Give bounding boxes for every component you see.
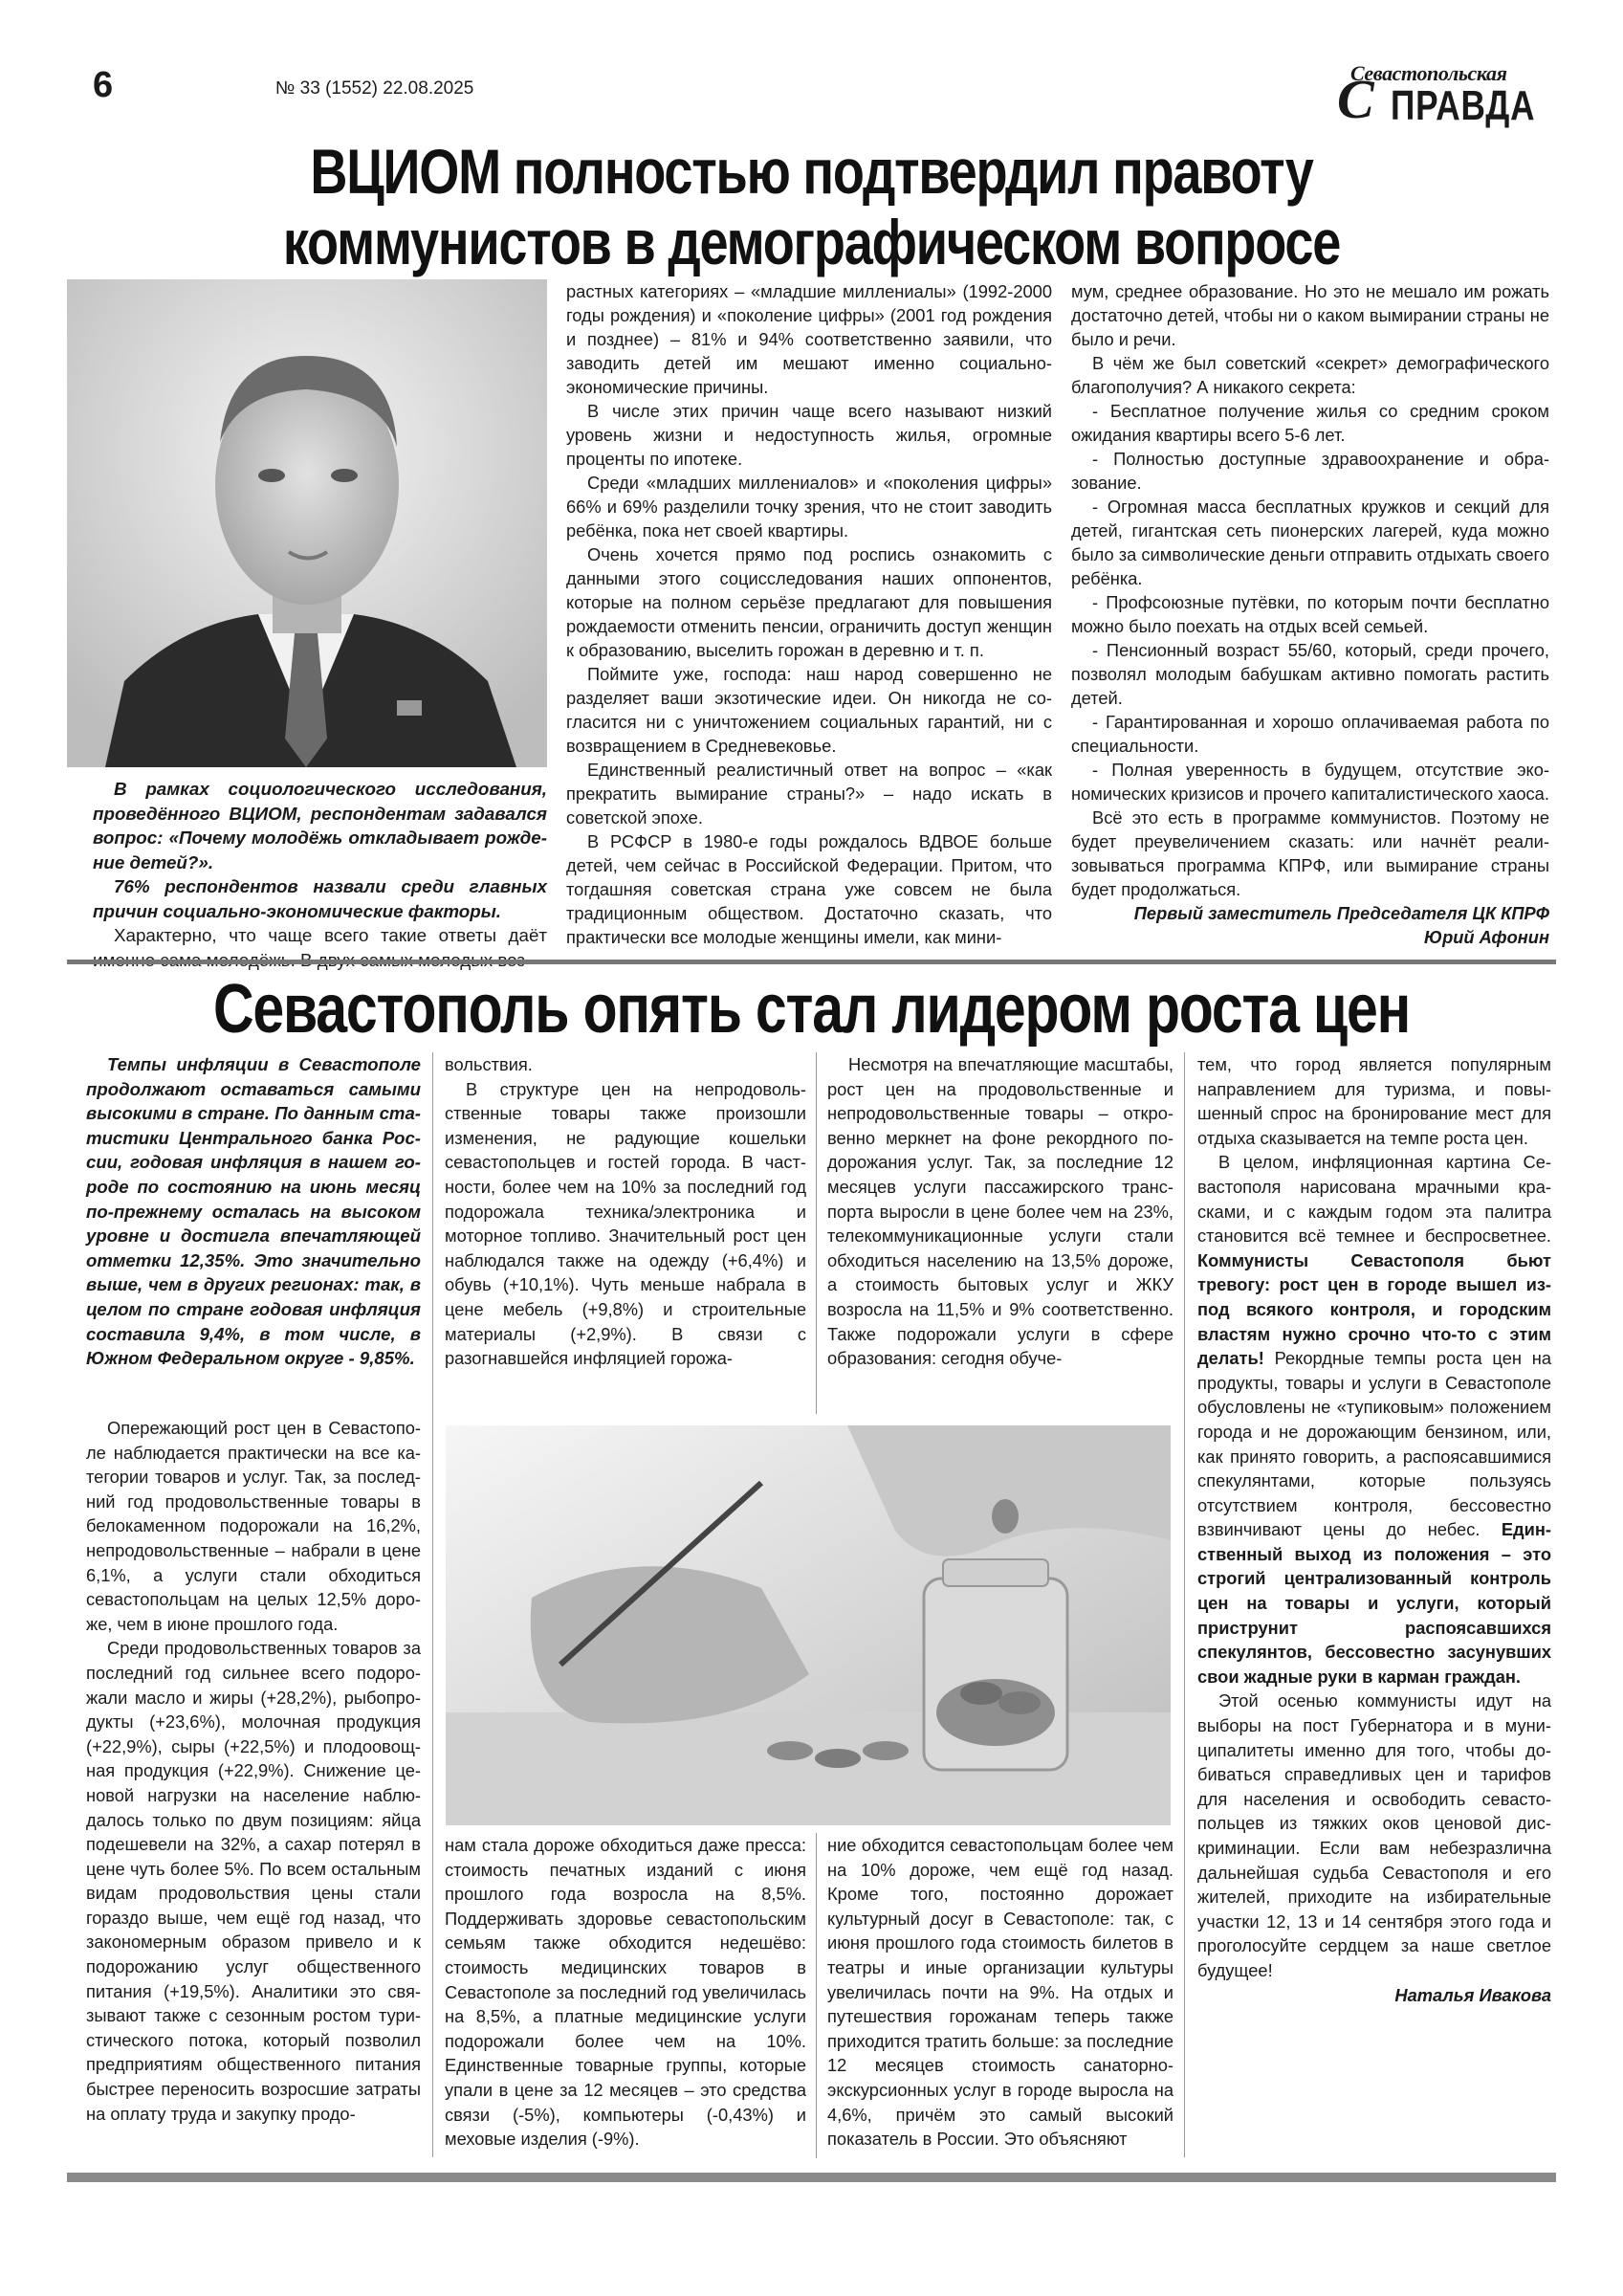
politician-portrait [67,279,547,767]
paragraph: В структуре цен на непродовольственные товары также произошли изменения, не радующие кошельки севастопольцев и гостей города. В частности, более чем на 10% за последний год подорожала техника/электроника и моторное топливо. Значительный рост цен наблюдался также на одежду (+6,4%) и обувь (+10,1%). Чуть меньше набрала в цене мебель (+9,8%) и строительные материалы (+2,9%). В связи с разогнавшейся инфляцией горожа- [445,1078,806,1369]
column-divider [1184,1052,1185,2157]
paragraph: Среди «младших миллениалов» и «поколения цифры» 66% и 69% разделили точку зрения, что не стоит заводить ребёнка, пока нет своей квартиры. [566,473,1052,541]
paragraph: Этой осенью коммунисты идут на выборы на пост Губернатора и в муниципалитеты именно для того, чтобы добиваться справедливых цен и тарифов для населения и освободить севастопольцев из тяжких оков ценовой дискриминации. Если вам небезразлична дальнейшая судьба Севастополя и его жителей, приходите на избирательные участки 12, 13 и 14 сентября этого года и проголосуйте сердцем за наше светлое будущее! [1197,1690,1551,1980]
article2-signature: Наталья Ивакова [1394,1984,1551,2005]
paragraph: Поймите уже, господа: наш народ совершенно не разделяет ваши экзотические идеи. Он никогда не согласится ни с уничтожением социальных гарантий, ни с возвращением в Средневековье. [566,664,1052,756]
logo-main: ПРАВДА [1391,82,1536,129]
column-divider [432,1052,433,2157]
article2-headline: Севастополь опять стал лидером роста цен [212,971,1411,1048]
page-bottom-rule [67,2173,1556,2182]
paragraph: Очень хочется прямо под роспись ознакомить с данными этого социсследования наших оппонентов, которые на полном серьёзе предлагают для повышения рождаемости отменить пенсии, ограничить доступ женщин к образованию, выселить горожан в деревню и т. п. [566,544,1052,660]
paragraph: тем, что город является популярным направлением для туризма, и повышенный спрос на бронирование мест для отдыха сказывается на темпе роста цен. [1197,1054,1551,1148]
article1-headline-line2: коммунистов в демографическом вопросе [282,207,1341,277]
article2-column1 [86,1416,421,2126]
article1-signature-title: Первый заместитель Председателя ЦК КПРФ [1133,903,1549,923]
article1-lead-result: 76% респондентов назвали среди главных причин социально-экономические факторы. [93,876,547,921]
page-number: 6 [93,65,114,105]
article1-column3 [1071,279,1549,949]
paragraph: - Огромная масса бесплатных кружков и секций для детей, гигантская сеть пионерских лагерей, куда можно было за символические деньги отправить отдыхать своего ребёнка. [1071,497,1549,588]
article2-column4 [1197,1052,1551,2007]
article2-column2-top [445,1052,806,1371]
bold-callout: Единственный выход из положения – это строгий централизованный контроль цен на товары и услуги, который приструнит распоясавшихся спекулянтов, бессовестно засунувших свои жадные руки в карман граждан. [1197,1519,1551,1687]
article-divider [67,960,1556,964]
article2-column2-bottom [445,1833,806,2152]
paragraph: В РСФСР в 1980-е годы рождалось ВДВОЕ больше детей, чем сейчас в Российской Федерации. Притом, что тогдашняя советская страна уже совсем не была традиционным обществом. Достаточно сказать, что практически все молодые женщины имели, как мини- [566,831,1052,947]
paragraph [1197,1150,1551,1689]
article1-lead-question: В рамках социологического исследования, проведённого ВЦИОМ, респондентам задавался вопрос: «Почему молодёжь откладывает рождение детей?». [93,779,547,872]
article1-signature-name: Юрий Афонин [1424,927,1549,947]
paragraph: Несмотря на впечатляющие масштабы, рост цен на продовольственные и непродовольственные товары – откровенно меркнет на фоне рекордного подорожания услуг. Так, за последние 12 месяцев услуги пассажирского транспорта выросли в цене более чем на 23%, телекоммуникационные услуги стали обходиться населению на 13,5% дороже, а стоимость бытовых услуг и ЖКУ возросла на 11,5% и 9% соответственно. Также подорожали услуги в сфере образования: сегодня обуче- [827,1054,1173,1369]
paragraph: В чём же был советский «секрет» демографического благополучия? А никакого секрета: [1071,353,1549,397]
paragraph: мум, среднее образование. Но это не мешало им рожать достаточно детей, чтобы ни о каком вымирании страны не было и речи. [1071,281,1549,349]
paragraph: - Бесплатное получение жилья со средним сроком ожидания квартиры всего 5-6 лет. [1071,401,1549,445]
column-divider [816,1052,817,1414]
column-divider [816,1833,817,2158]
paragraph: ние обходится севастопольцам более чем на 10% дороже, чем ещё год назад. Кроме того, постоянно дорожает культурный досуг в Севастополе: так, с июня прошлого года стоимость билетов в театры и иные организации культуры увеличилась почти на 9%. На отдых и путешествия горожанам теперь также приходится тратить больше: за последние 12 месяцев стоимость санаторно-экскурсионных услуг в городе выросла на 4,6%, причём это самый высокий показатель в России. Это объясняют [827,1835,1173,2150]
paragraph: - Полностью доступные здравоохранение и образование. [1071,449,1549,493]
article1-col1-text: Характерно, что чаще всего такие ответы даёт [114,925,547,945]
paragraph: - Гарантированная и хорошо оплачиваемая работа по специальности. [1071,712,1549,756]
article1-column2 [566,279,1052,949]
article2-column3-top [827,1052,1173,1371]
coins-jar-photo [446,1425,1171,1825]
bold-callout: Коммунисты Севастополя бьют тревогу: рост цен в городе вышел из-под всякого контроля, и городским властям нужно срочно что-то с этим делать! [1197,1249,1551,1369]
paragraph: - Полная уверенность в будущем, отсутствие экономических кризисов и прочего капиталистического хаоса. [1071,760,1549,804]
paragraph: Среди продовольственных товаров за последний год сильнее всего подорожали масло и жиры (+28,2%), рыбопродукты (+23,6%), молочная продукция (+22,9%), сыры (+22,5%) и плодоовощная продукция (+22,9%). Снижение ценовой нагрузки на население наблюдалось только по двум позициям: яйца подешевели на 32%, а сахар потерял в цене чуть более 5%. По всем остальным видам продовольствия цены стали гораздо выше, чем ещё год назад, что закономерным образом привело и к подорожанию услуг общественного питания (+19,5%). Аналитики это связывают также с сезонным ростом туристического потока, который позволил предприятиям общественного питания быстрее переносить возросшие затраты на оплату труда и закупку продо- [86,1638,421,2124]
coin-jar-icon [446,1425,1171,1825]
portrait-icon [67,279,547,767]
issue-info: № 33 (1552) 22.08.2025 [275,78,474,99]
paragraph: Опережающий рост цен в Севастополе наблюдается практически на все категории товаров и услуг. Так, за последний год продовольственные товары в белокаменном подорожали на 16,2%, непродовольственные – набрали в цене 6,1%, а услуги стали обходиться севастопольцам на целых 12,5% дороже, чем в июне прошлого года. [86,1418,421,1634]
article2-column3-bottom [827,1833,1173,2152]
paragraph: Единственный реалистичный ответ на вопрос – «как прекратить вымирание страны?» – надо искать в советской эпохе. [566,760,1052,828]
paragraph: нам стала дороже обходиться даже пресса: стоимость печатных изданий с июня прошлого года возросла на 8,5%. Поддерживать здоровье севастопольским семьям также обходится недешёво: стоимость медицинских товаров в Севастополе за последний год увеличилась на 8,5%, а платные медицинские услуги подорожали более чем на 10%. Единственные товарные группы, которые упали в цене за 12 месяцев – это средства связи (-5%), компьютеры (-0,43%) и меховые изделия (-9%). [445,1835,806,2150]
logo-top: Севастопольская [1350,61,1507,85]
newspaper-logo [1337,61,1549,138]
article1-headline-line1: ВЦИОМ полностью подтвердил правоту [310,136,1313,207]
paragraph: растных категориях – «младшие миллениалы» (1992-2000 годы рождения) и «поколение цифры» (2001 год рождения и позднее) – 81% и 94% соответственно заявили, что заводить детей им мешают именно социально-экономические причины. [566,281,1052,397]
logo-swash-c-icon: C [1337,68,1374,130]
paragraph: В числе этих причин чаще всего называют низкий уровень жизни и недоступность жилья, огромные проценты по ипотеке. [566,401,1052,469]
paragraph: - Профсоюзные путёвки, по которым почти бесплатно можно было поехать на отдых всей семьей. [1071,592,1549,636]
article2-lead: Темпы инфляции в Севастополе продолжают оставаться самыми высокими в стране. По данным статистики Центрального банка России, годовая инфляция в нашем городе по состоянию на июнь месяц по-прежнему осталась на высоком уровне и достигла впечатляющей отметки 12,35%. Это значительно выше, чем в других регионах: так, в целом по стране годовая инфляция составила 9,4%, в том числе, в Южном Федеральном округе - 9,85%. [86,1054,421,1369]
article1-headline [201,136,1422,277]
paragraph: Всё это есть в программе коммунистов. Поэтому не будет преувеличением сказать: или начнёт реализовываться программа КПРФ, или вымирание страны будет продолжаться. [1071,807,1549,899]
text-span: В целом, инфляционная картина Севастополя нарисована мрачными красками, и с каждым годом эта палитра становится всё темнее и беспросветнее. [1197,1152,1551,1247]
paragraph: вольствия. [445,1054,533,1074]
paragraph: - Пенсионный возраст 55/60, который, среди прочего, позволял молодым бабушкам активно помогать растить детей. [1071,640,1549,708]
text-span: Рекордные темпы роста цен на продукты, товары и услуги в Севастополе обусловлены не «тупиковым» положением города и не дорожающим бензином, или, как принято говорить, а распоясавшимися спекулянтами, которые пользуясь отсутствием контроля, бессовестно взвинчивают цены до небес. [1197,1348,1551,1540]
